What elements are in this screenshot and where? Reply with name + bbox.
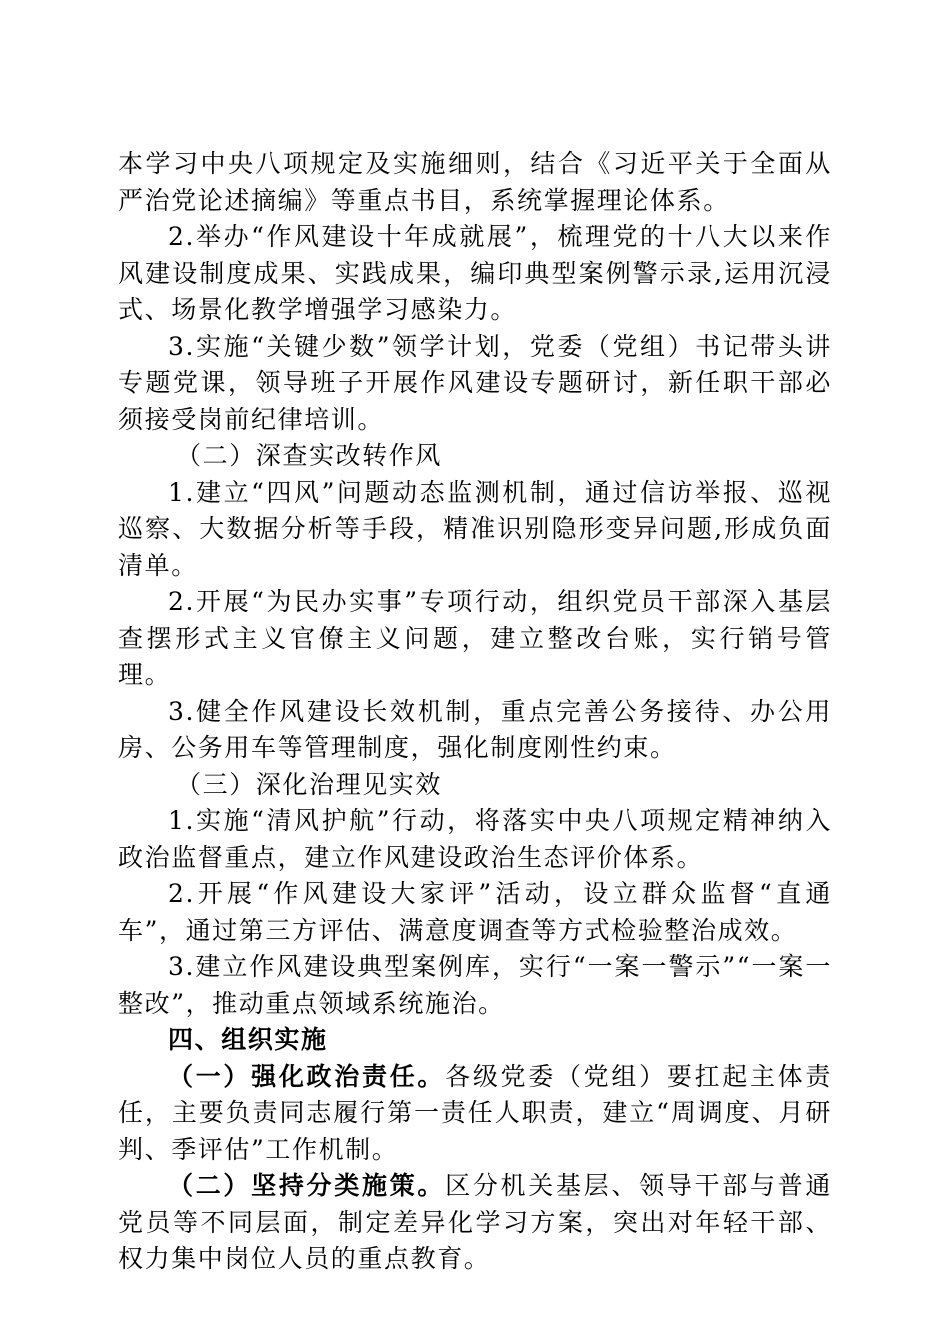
paragraph-lead-classified-measures: （二）坚持分类施策。 — [168, 1171, 446, 1200]
document-page — [118, 146, 832, 1278]
paragraph-case-library: 3.建立作风建设典型案例库，实行“一案一警示”“一案一整改”，推动重点领域系统施治。 — [118, 952, 832, 1018]
paragraph-serve-people: 2.开展“为民办实事”专项行动，组织党员干部深入基层查摆形式主义官僚主义问题，建立整改台账，实行销号管理。 — [118, 587, 832, 689]
paragraph-study-continued: 本学习中央八项规定及实施细则，结合《习近平关于全面从严治党论述摘编》等重点书目，系统掌握理论体系。 — [118, 149, 832, 215]
section-heading-deepen-governance: （三）深化治理见实效 — [176, 769, 443, 799]
paragraph-exhibition: 2.举办“作风建设十年成就展”，梳理党的十八大以来作风建设制度成果、实践成果，编印典型案例警示录,运用沉浸式、场景化教学增强学习感染力。 — [118, 222, 832, 324]
paragraph-body-classified-measures: 区分机关基层、领导干部与普通党员等不同层面，制定差异化学习方案，突出对年轻干部、权力集中岗位人员的重点教育。 — [118, 1171, 832, 1273]
paragraph-long-term-mechanism: 3.健全作风建设长效机制，重点完善公务接待、办公用房、公务用车等管理制度，强化制度刚性约束。 — [118, 696, 832, 762]
paragraph-public-evaluation: 2.开展“作风建设大家评”活动，设立群众监督“直通车”，通过第三方评估、满意度调查等方式检验整治成效。 — [118, 879, 832, 945]
paragraph-monitoring-mechanism: 1.建立“四风”问题动态监测机制，通过信访举报、巡视巡察、大数据分析等手段，精准识别隐形变异问题,形成负面清单。 — [118, 477, 832, 580]
section-heading-investigate-reform: （二）深查实改转作风 — [176, 441, 443, 470]
section-heading-organization: 四、组织实施 — [168, 1025, 328, 1054]
paragraph-classified-measures — [118, 1168, 832, 1278]
paragraph-clean-wind-action: 1.实施“清风护航”行动，将落实中央八项规定精神纳入政治监督重点，建立作风建设政治生态评价体系。 — [118, 806, 832, 872]
paragraph-key-minority: 3.实施“关键少数”领学计划，党委（党组）书记带头讲专题党课，领导班子开展作风建设专题研讨，新任职干部必须接受岗前纪律培训。 — [118, 331, 832, 434]
paragraph-body-political-responsibility: 各级党委（党组）要扛起主体责任，主要负责同志履行第一责任人职责，建立“周调度、月研判、季评估”工作机制。 — [118, 1061, 832, 1164]
paragraph-political-responsibility — [118, 1059, 832, 1169]
paragraph-lead-political-responsibility: （一）强化政治责任。 — [168, 1061, 446, 1091]
